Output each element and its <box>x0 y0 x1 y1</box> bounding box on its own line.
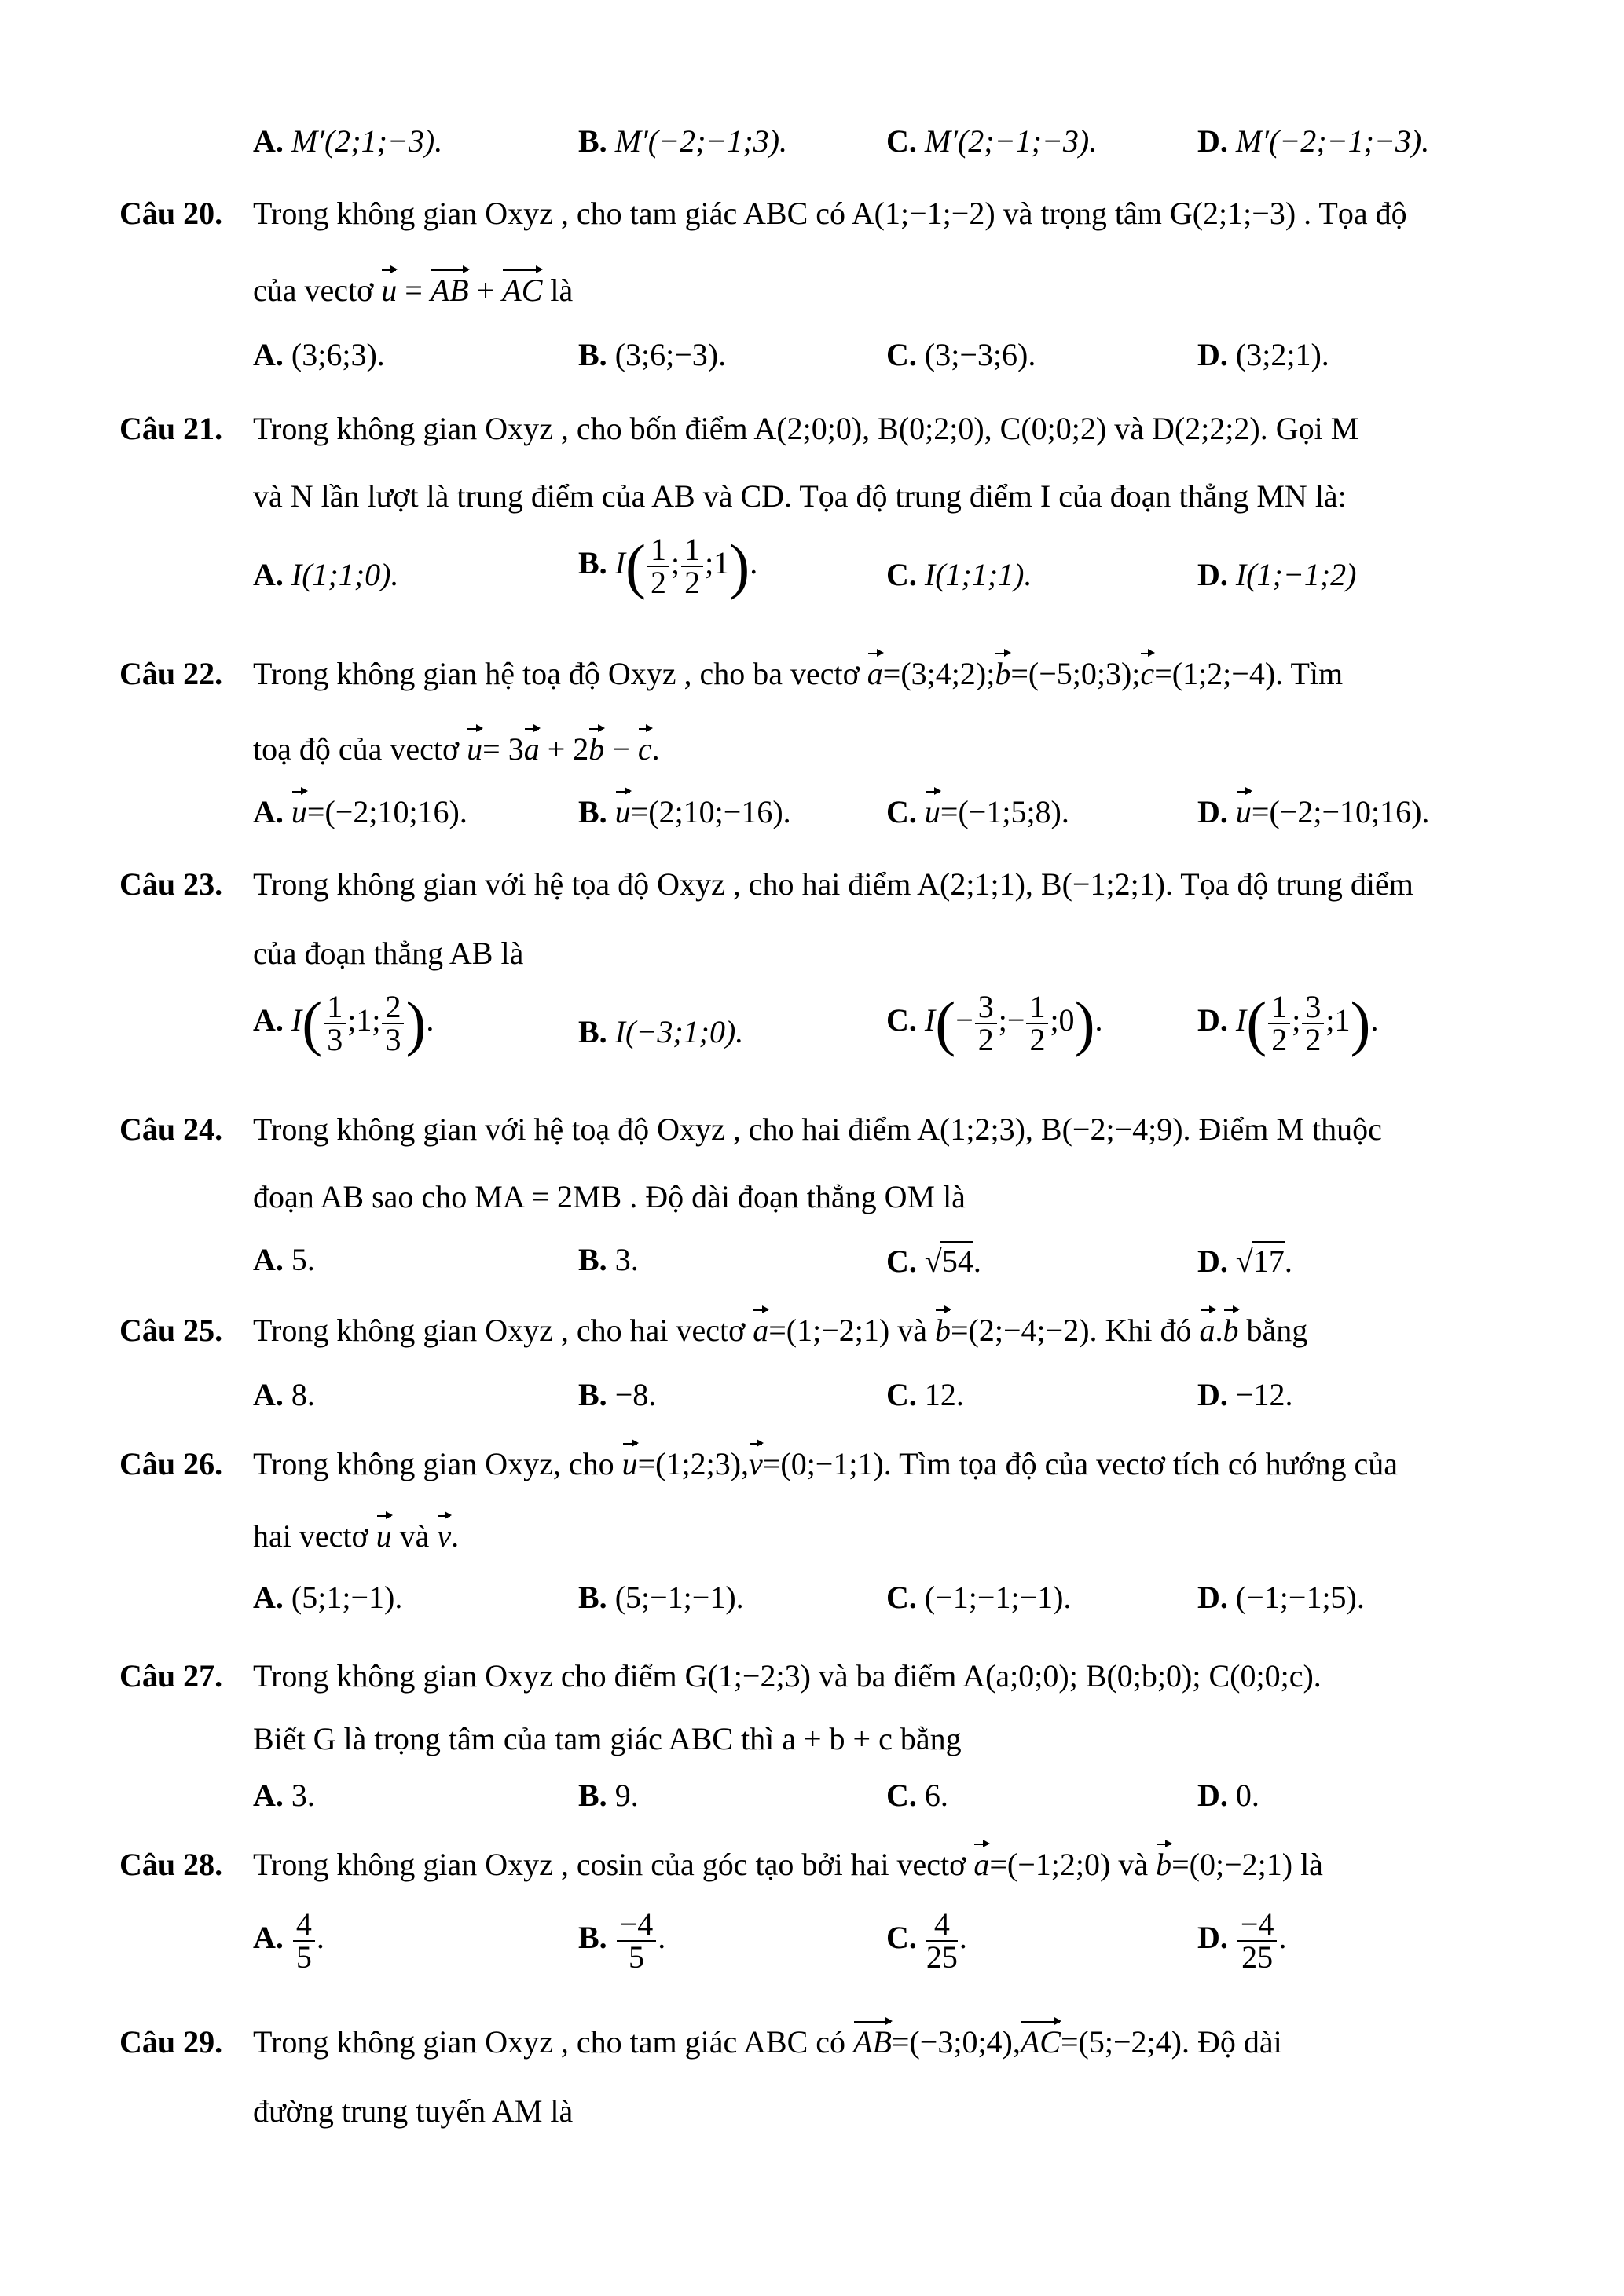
q21-option-d: D. I(1;−1;2) <box>1197 557 1357 592</box>
q23-option-c: C. I(− $\frac{3}{2}$ ;− $\frac{1}{2}$ ;0). <box>886 989 1103 1057</box>
q28-line1: Trong không gian Oxyz , cosin của góc tạo bởi hai vectơ a=(−1;2;0) và b=(0;−2;1) là <box>253 1847 1323 1882</box>
q26-option-d: D. (−1;−1;5). <box>1197 1580 1365 1615</box>
q26-option-b: B. (5;−1;−1). <box>578 1580 744 1615</box>
vector-u: u <box>467 731 483 767</box>
q26-option-a: A. (5;1;−1). <box>253 1580 403 1615</box>
q23-line2: của đoạn thẳng AB là <box>253 936 524 971</box>
q25-label: Câu 25. <box>119 1313 223 1348</box>
vector-u: u <box>614 794 631 829</box>
vector-a: a <box>753 1313 769 1348</box>
q27-option-b: B. 9. <box>578 1778 639 1813</box>
q27-option-c: C. 6. <box>886 1778 948 1813</box>
q25-option-d: D. −12. <box>1197 1377 1293 1412</box>
q24-line2: đoạn AB sao cho MA = 2MB . Độ dài đoạn thẳng OM là <box>253 1179 966 1214</box>
q20-option-b: B. (3;6;−3). <box>578 337 727 372</box>
q21-option-a: A. I(1;1;0). <box>253 557 399 592</box>
vector-b: b <box>588 731 605 767</box>
q22-line1: Trong không gian hệ toạ độ Oxyz , cho ba vectơ a=(3;4;2);b=(−5;0;3);c=(1;2;−4). Tìm <box>253 656 1344 691</box>
q22-label: Câu 22. <box>119 656 223 691</box>
q28-option-d: D. $\frac{-4}{25}$ . <box>1197 1906 1287 1975</box>
vector-u: u <box>291 794 307 829</box>
q26-label: Câu 26. <box>119 1446 223 1481</box>
vector-a: a <box>1199 1313 1215 1348</box>
q22-line2: toạ độ của vectơ u= 3a + 2b − c. <box>253 731 660 767</box>
q25-option-a: A. 8. <box>253 1377 315 1412</box>
q23-label: Câu 23. <box>119 866 223 902</box>
q27-option-d: D. 0. <box>1197 1778 1259 1813</box>
vector-u: u <box>621 1446 638 1481</box>
q28-label: Câu 28. <box>119 1847 223 1882</box>
q21-option-b: B. I( $\frac{1}{2}$ ; $\frac{1}{2}$ ;1). <box>578 532 758 600</box>
q23-line1: Trong không gian với hệ tọa độ Oxyz , cho hai điểm A(2;1;1), B(−1;2;1). Tọa độ trung điểm <box>253 866 1413 902</box>
vector-a: a <box>867 656 883 691</box>
q24-option-b: B. 3. <box>578 1242 639 1277</box>
q24-line1: Trong không gian với hệ toạ độ Oxyz , cho hai điểm A(1;2;3), B(−2;−4;9). Điểm M thuộc <box>253 1111 1382 1147</box>
q25-line1: Trong không gian Oxyz , cho hai vectơ a=(1;−2;1) và b=(2;−4;−2). Khi đó a.b bằng <box>253 1313 1308 1348</box>
q21-line1: Trong không gian Oxyz , cho bốn điểm A(2;0;0), B(0;2;0), C(0;0;2) và D(2;2;2). Gọi M <box>253 411 1359 446</box>
q28-option-a: A. $\frac{4}{5}$ . <box>253 1906 324 1975</box>
q22-option-b: B. u=(2;10;−16). <box>578 794 791 829</box>
vector-b: b <box>1156 1847 1172 1882</box>
q19-option-c: C. M′(2;−1;−3). <box>886 123 1098 159</box>
vector-u: u <box>376 1518 392 1554</box>
q22-option-d: D. u=(−2;−10;16). <box>1197 794 1430 829</box>
q19-option-b: B. M′(−2;−1;3). <box>578 123 788 159</box>
q23-option-b: B. I(−3;1;0). <box>578 1014 744 1049</box>
q26-line2: hai vectơ u và v. <box>253 1518 460 1554</box>
vector-a: a <box>523 731 540 767</box>
q21-line2: và N lần lượt là trung điểm của AB và CD. Tọa độ trung điểm I của đoạn thẳng MN là: <box>253 478 1347 514</box>
q20-line1: Trong không gian Oxyz , cho tam giác ABC có A(1;−1;−2) và trọng tâm G(2;1;−3) . Tọa độ <box>253 196 1407 231</box>
vector-ac: AC <box>1020 2024 1061 2060</box>
q24-label: Câu 24. <box>119 1111 223 1147</box>
q21-option-c: C. I(1;1;1). <box>886 557 1032 592</box>
q27-option-a: A. 3. <box>253 1778 315 1813</box>
q24-option-d: D. √17. <box>1197 1241 1292 1280</box>
q25-option-c: C. 12. <box>886 1377 964 1412</box>
q21-label: Câu 21. <box>119 411 223 446</box>
q27-line1: Trong không gian Oxyz cho điểm G(1;−2;3) và ba điểm A(a;0;0); B(0;b;0); C(0;0;c). <box>253 1658 1322 1694</box>
vector-c: c <box>637 731 652 767</box>
q19-option-a: A. M′(2;1;−3). <box>253 123 443 159</box>
vector-c: c <box>1140 656 1155 691</box>
vector-v: v <box>437 1518 452 1554</box>
q23-option-d: D. I( $\frac{1}{2}$ ; $\frac{3}{2}$ ;1). <box>1197 989 1379 1057</box>
q20-line2: của vectơ u = AB + AC là <box>253 273 574 308</box>
q25-option-b: B. −8. <box>578 1377 657 1412</box>
vector-u: u <box>1235 794 1252 829</box>
q20-label: Câu 20. <box>119 196 223 231</box>
q29-line1: Trong không gian Oxyz , cho tam giác ABC có AB=(−3;0;4),AC=(5;−2;4). Độ dài <box>253 2024 1282 2060</box>
q29-label: Câu 29. <box>119 2024 223 2060</box>
q26-option-c: C. (−1;−1;−1). <box>886 1580 1072 1615</box>
vector-u: u <box>924 794 940 829</box>
vector-b: b <box>1223 1313 1239 1348</box>
q23-option-a: A. I( $\frac{1}{3}$ ;1; $\frac{2}{3}$ ). <box>253 989 434 1057</box>
q28-option-c: C. $\frac{4}{25}$ . <box>886 1906 967 1975</box>
q22-option-c: C. u=(−1;5;8). <box>886 794 1069 829</box>
q20-option-d: D. (3;2;1). <box>1197 337 1329 372</box>
q26-line1: Trong không gian Oxyz, cho u=(1;2;3),v=(0;−1;1). Tìm tọa độ của vectơ tích có hướng của <box>253 1446 1398 1481</box>
q20-option-a: A. (3;6;3). <box>253 337 385 372</box>
vector-v: v <box>749 1446 763 1481</box>
vector-ab: AB <box>853 2024 892 2060</box>
vector-b: b <box>935 1313 951 1348</box>
q24-option-c: C. √54. <box>886 1241 981 1280</box>
q29-line2: đường trung tuyến AM là <box>253 2093 574 2129</box>
vector-u: u <box>381 273 398 308</box>
vector-ab: AB <box>430 273 469 308</box>
q27-line2: Biết G là trọng tâm của tam giác ABC thì a + b + c bằng <box>253 1721 962 1756</box>
q19-option-d: D. M′(−2;−1;−3). <box>1197 123 1430 159</box>
q24-option-a: A. 5. <box>253 1242 315 1277</box>
q28-option-b: B. $\frac{-4}{5}$ . <box>578 1906 666 1975</box>
q20-option-c: C. (3;−3;6). <box>886 337 1036 372</box>
q27-label: Câu 27. <box>119 1658 223 1694</box>
vector-a: a <box>973 1847 990 1882</box>
q22-option-a: A. u=(−2;10;16). <box>253 794 467 829</box>
vector-b: b <box>995 656 1011 691</box>
vector-ac: AC <box>502 273 543 308</box>
